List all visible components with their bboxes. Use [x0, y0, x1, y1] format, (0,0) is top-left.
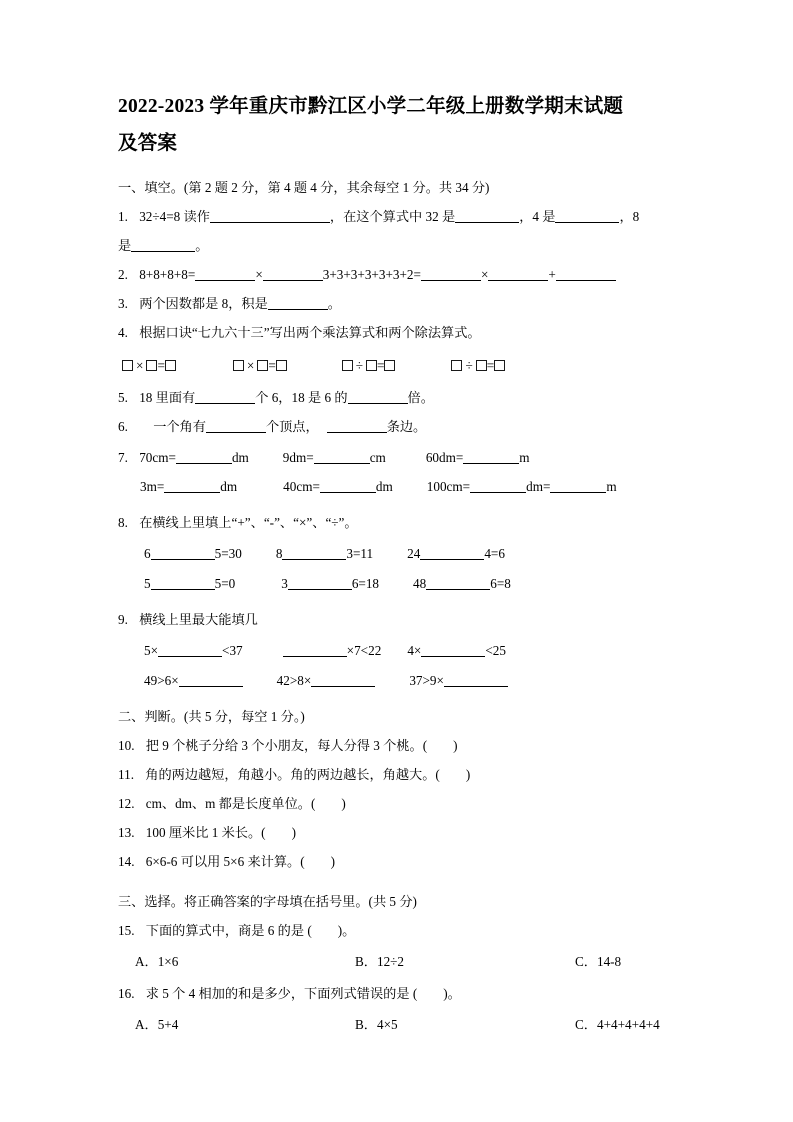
- question-8-r1c1-left: 6: [144, 546, 151, 561]
- question-3-blank-1[interactable]: [268, 296, 328, 310]
- question-4-equation-3[interactable]: [342, 351, 396, 381]
- question-7: [118, 443, 678, 472]
- question-7-r2c1-left: 3m=: [140, 479, 165, 494]
- question-14: [118, 847, 678, 876]
- question-16-text: 求 5 个 4 相加的和是多少，下面列式错误的是 (: [145, 986, 418, 1001]
- question-11-tail: ): [465, 767, 471, 782]
- question-9-text: 横线上里最大能填几: [139, 612, 258, 627]
- question-5-part2: 个 6，18 是 6 的: [255, 390, 348, 405]
- question-2-part1: 8+8+8+8=: [139, 267, 196, 282]
- question-8-blank-4[interactable]: [151, 576, 215, 590]
- question-6-blank-2[interactable]: [327, 419, 387, 433]
- question-1-continued: [118, 231, 678, 260]
- question-7-blank-1[interactable]: [176, 450, 232, 464]
- question-9-r1c3-left: 4×: [407, 643, 422, 658]
- question-1-part5: 是: [118, 238, 132, 253]
- question-7-blank-7[interactable]: [550, 479, 606, 493]
- question-4-eq2-equals: =: [268, 358, 276, 373]
- question-13: [118, 818, 678, 847]
- question-1-part6: 。: [195, 238, 209, 253]
- question-15-tail: )。: [337, 923, 356, 938]
- question-7-r2c1-right: dm: [220, 479, 238, 494]
- question-16-option-a[interactable]: A．5+4: [135, 1017, 179, 1032]
- question-10-tail: ): [453, 738, 458, 753]
- section-heading-multiple-choice: 三、选择。将正确答案的字母填在括号里。(共 5 分): [118, 894, 417, 909]
- question-6-blank-1[interactable]: [206, 419, 266, 433]
- question-10-number: 10.: [118, 738, 135, 753]
- question-7-row2: [118, 472, 678, 502]
- question-7-r1c3-left: 60dm=: [425, 450, 464, 465]
- question-10-text: 把 9 个桃子分给 3 个小朋友，每人分得 3 个桃。(: [145, 738, 428, 753]
- question-8: [118, 508, 678, 537]
- question-13-number: 13.: [118, 825, 135, 840]
- question-8-number: 8.: [118, 515, 128, 530]
- question-7-blank-5[interactable]: [320, 479, 376, 493]
- question-2-blank-5[interactable]: [556, 267, 616, 281]
- question-6-part3: 条边。: [386, 419, 427, 434]
- question-4-text: 根据口诀“七九六十三”写出两个乘法算式和两个除法算式。: [139, 325, 481, 340]
- question-2-op2: ×: [480, 267, 489, 282]
- answer-box[interactable]: [384, 360, 395, 371]
- page-title-line2: 及答案: [118, 133, 178, 154]
- question-15-option-b[interactable]: B．12÷2: [355, 954, 405, 969]
- question-12-number: 12.: [118, 796, 135, 811]
- question-8-r2c2-left: 3: [281, 576, 288, 591]
- question-4-equation-row: [118, 351, 678, 381]
- question-8-row2: [118, 569, 678, 599]
- question-7-r1c2-left: 9dm=: [282, 450, 314, 465]
- question-7-r1c3-right: m: [519, 450, 530, 465]
- question-4-equation-1[interactable]: [122, 351, 176, 381]
- answer-box[interactable]: [451, 360, 462, 371]
- question-2-blank-2[interactable]: [263, 267, 323, 281]
- question-8-r1c3-right: 4=6: [484, 546, 505, 561]
- question-9-r1c1-right: <37: [222, 643, 243, 658]
- question-2-op3: +: [548, 267, 556, 282]
- question-5-part1: 18 里面有: [139, 390, 196, 405]
- question-7-r1c2-right: cm: [369, 450, 386, 465]
- question-15-text: 下面的算式中，商是 6 的是 (: [145, 923, 312, 938]
- question-16-option-c[interactable]: C．4+4+4+4+4: [575, 1017, 660, 1032]
- section-heading-fill-in-blank: 一、填空。(第 2 题 2 分，第 4 题 4 分，其余每空 1 分。共 34 分): [118, 180, 490, 195]
- question-12: [118, 789, 678, 818]
- question-7-number: 7.: [118, 450, 128, 465]
- question-2: [118, 260, 678, 289]
- question-6-part2: 个顶点，: [265, 419, 319, 434]
- question-9-row2: [118, 666, 678, 696]
- question-5-part3: 倍。: [407, 390, 434, 405]
- question-11: [118, 760, 678, 789]
- question-16-option-b[interactable]: B．4×5: [355, 1017, 398, 1032]
- question-12-tail: ): [341, 796, 346, 811]
- answer-box[interactable]: [233, 360, 244, 371]
- question-1-number: 1.: [118, 209, 128, 224]
- question-15: [118, 916, 678, 945]
- question-4-eq1-operator: ×: [136, 358, 144, 373]
- page-title-line1: 2022-2023 学年重庆市黔江区小学二年级上册数学期末试题: [118, 96, 624, 117]
- question-4-eq4-operator: ÷: [465, 358, 473, 373]
- question-7-r1c1-left: 70cm=: [139, 450, 176, 465]
- question-15-option-c[interactable]: C．14-8: [575, 954, 622, 969]
- answer-box[interactable]: [146, 360, 157, 371]
- question-9-r2c2-left: 42>8×: [276, 673, 312, 688]
- question-16-number: 16.: [118, 986, 135, 1001]
- question-1-part2: ，在这个算式中 32 是: [329, 209, 456, 224]
- question-14-number: 14.: [118, 854, 135, 869]
- question-9-number: 9.: [118, 612, 128, 627]
- question-8-blank-1[interactable]: [151, 546, 215, 560]
- question-9-blank-1[interactable]: [158, 643, 222, 657]
- question-8-r1c2-right: 3=11: [346, 546, 374, 561]
- question-2-op1: ×: [255, 267, 263, 282]
- question-1-blank-4[interactable]: [131, 238, 195, 252]
- question-4-eq1-equals: =: [157, 358, 165, 373]
- page-title: [118, 88, 678, 162]
- question-14-text: 6×6-6 可以用 5×6 来计算。(: [145, 854, 305, 869]
- question-4-equation-2[interactable]: [233, 351, 287, 381]
- question-1-part1: 32÷4=8 读作: [139, 209, 210, 224]
- question-8-r2c3-left: 48: [413, 576, 427, 591]
- question-5: [118, 383, 678, 412]
- question-8-r1c3-left: 24: [407, 546, 421, 561]
- question-10: [118, 731, 678, 760]
- question-8-r2c2-right: 6=18: [351, 576, 380, 591]
- question-6: [118, 412, 678, 441]
- question-2-number: 2.: [118, 267, 128, 282]
- answer-box[interactable]: [494, 360, 505, 371]
- question-8-text: 在横线上里填上“+”、“-”、“×”、“÷”。: [139, 515, 358, 530]
- question-13-tail: ): [291, 825, 296, 840]
- question-2-blank-4[interactable]: [488, 267, 548, 281]
- question-4-eq3-equals: =: [377, 358, 385, 373]
- question-12-text: cm、dm、m 都是长度单位。(: [145, 796, 316, 811]
- question-7-blank-2[interactable]: [314, 450, 370, 464]
- answer-box[interactable]: [257, 360, 268, 371]
- question-9-row1: [118, 636, 678, 666]
- question-16-options: [118, 1010, 678, 1040]
- answer-box[interactable]: [165, 360, 176, 371]
- question-9: [118, 605, 678, 634]
- question-9-r1c1-left: 5×: [144, 643, 159, 658]
- exam-page: [118, 0, 678, 1040]
- question-1-blank-2[interactable]: [455, 209, 519, 223]
- answer-box[interactable]: [476, 360, 487, 371]
- question-15-option-a[interactable]: A．1×6: [135, 954, 179, 969]
- question-3: [118, 289, 678, 318]
- question-9-blank-4[interactable]: [179, 673, 243, 687]
- question-9-r2c1-left: 49>6×: [144, 673, 179, 688]
- answer-box[interactable]: [122, 360, 133, 371]
- question-1-part3: ，4 是: [519, 209, 556, 224]
- question-1-blank-1[interactable]: [210, 209, 330, 223]
- question-6-part1: 一个角有: [153, 419, 206, 434]
- question-4-eq4-equals: =: [486, 358, 495, 373]
- question-7-r2c3-right: m: [606, 479, 617, 494]
- question-8-r1c2-left: 8: [275, 546, 283, 561]
- question-14-tail: ): [330, 854, 336, 869]
- question-5-blank-2[interactable]: [348, 390, 408, 404]
- question-8-blank-6[interactable]: [426, 576, 490, 590]
- question-16: [118, 979, 678, 1008]
- question-4-eq3-operator: ÷: [355, 358, 363, 373]
- question-7-r2c3-mid: dm=: [526, 479, 551, 494]
- question-7-r1c1-right: dm: [231, 450, 249, 465]
- question-2-part2: 3+3+3+3+3+3+2=: [322, 267, 421, 282]
- section-heading-true-false: 二、判断。(共 5 分，每空 1 分。): [118, 709, 305, 724]
- question-5-number: 5.: [118, 390, 128, 405]
- question-4-number: 4.: [118, 325, 128, 340]
- answer-box[interactable]: [276, 360, 287, 371]
- question-8-r2c1-left: 5: [144, 576, 151, 591]
- question-9-blank-6[interactable]: [444, 673, 508, 687]
- question-15-number: 15.: [118, 923, 135, 938]
- question-8-r2c3-right: 6=8: [490, 576, 511, 591]
- question-7-r2c3-left: 100cm=: [426, 479, 471, 494]
- question-11-number: 11.: [118, 767, 134, 782]
- question-7-blank-3[interactable]: [463, 450, 519, 464]
- question-1: [118, 202, 678, 231]
- question-7-r2c2-right: dm: [375, 479, 393, 494]
- question-7-blank-6[interactable]: [470, 479, 526, 493]
- question-8-r2c1-right: 5=0: [214, 576, 236, 591]
- question-11-text: 角的两边越短，角越小。角的两边越长，角越大。(: [145, 767, 440, 782]
- question-9-r1c2-right: ×7<22: [346, 643, 382, 658]
- question-4: [118, 318, 678, 347]
- question-6-number: 6.: [118, 419, 128, 434]
- question-9-r1c3-right: <25: [485, 643, 506, 658]
- question-9-r2c3-left: 37>9×: [409, 673, 444, 688]
- question-3-number: 3.: [118, 296, 128, 311]
- question-2-blank-3[interactable]: [421, 267, 481, 281]
- question-13-text: 100 厘米比 1 米长。(: [145, 825, 266, 840]
- question-7-r2c2-left: 40cm=: [283, 479, 320, 494]
- question-15-options: [118, 947, 678, 977]
- question-4-eq2-operator: ×: [246, 358, 255, 373]
- question-9-blank-3[interactable]: [421, 643, 485, 657]
- question-3-part2: 。: [327, 296, 341, 311]
- question-3-part1: 两个因数都是 8，积是: [139, 296, 268, 311]
- question-9-blank-5[interactable]: [311, 673, 375, 687]
- question-8-blank-5[interactable]: [288, 576, 352, 590]
- answer-box[interactable]: [366, 360, 377, 371]
- question-8-row1: [118, 539, 678, 569]
- answer-box[interactable]: [342, 360, 353, 371]
- question-8-r1c1-right: 5=30: [214, 546, 242, 561]
- question-1-part4: ，8: [619, 209, 640, 224]
- question-4-equation-4[interactable]: [451, 351, 505, 381]
- question-8-blank-3[interactable]: [420, 546, 484, 560]
- question-16-tail: )。: [443, 986, 461, 1001]
- question-9-blank-2[interactable]: [283, 643, 347, 657]
- question-7-blank-4[interactable]: [164, 479, 220, 493]
- question-5-blank-1[interactable]: [195, 390, 255, 404]
- question-1-blank-3[interactable]: [555, 209, 619, 223]
- question-8-blank-2[interactable]: [282, 546, 346, 560]
- question-2-blank-1[interactable]: [195, 267, 255, 281]
